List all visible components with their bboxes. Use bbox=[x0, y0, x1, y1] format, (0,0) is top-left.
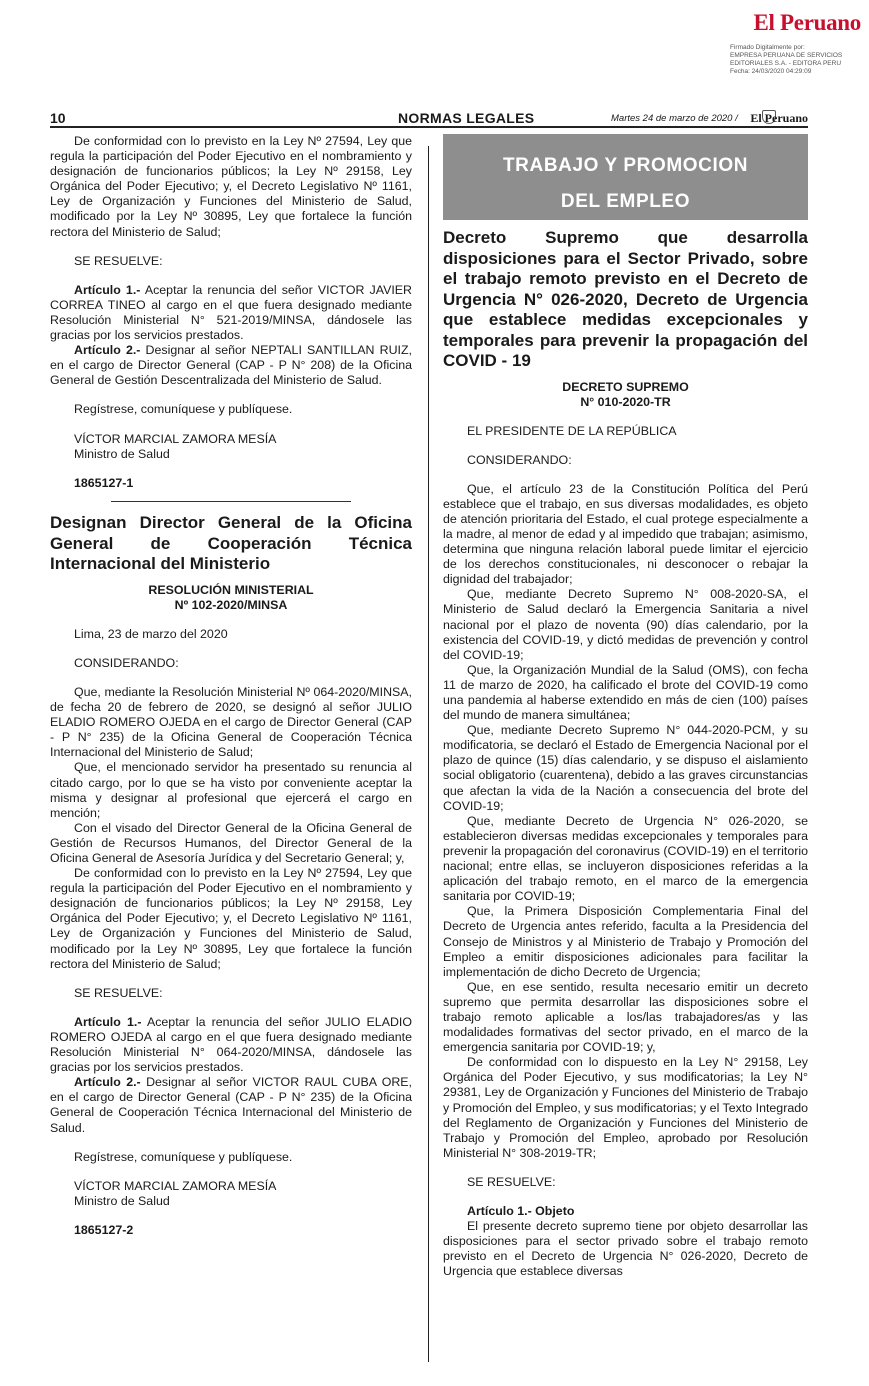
place-date: Lima, 23 de marzo del 2020 bbox=[74, 626, 228, 641]
signature-line: Firmado Digitalmente por: bbox=[730, 44, 805, 51]
right-column bbox=[443, 134, 808, 1279]
paragraph: Que, la Primera Disposición Complementaria Final del Decreto de Urgencia antes referido, faculta a la Presidencia del Consejo de Ministros y al Ministerio de Trabajo y Promoción del Empleo a emitir disposiciones adicionales para facilitar la implementación de dicho Decreto de Urgencia; bbox=[443, 904, 808, 979]
banner-line: TRABAJO Y PROMOCION bbox=[502, 155, 749, 176]
left-column bbox=[50, 134, 412, 1238]
considerando-heading: CONSIDERANDO: bbox=[467, 452, 572, 467]
issue-date: Martes 24 de marzo de 2020 / bbox=[611, 113, 738, 124]
paragraph: De conformidad con lo previsto en la Ley Nº 27594, Ley que regula la participación del Poder Ejecutivo en el nombramiento y designación de funcionarios públicos; la Ley Nº 29158, Ley Orgánica del Poder Ejecutivo; y, el Decreto Legislativo Nº 1161, Ley de Organización y Funciones del Ministerio de Salud, modificado por la Ley Nº 30895, Ley que fortalece la función rectora del Ministerio de Salud; bbox=[50, 866, 412, 971]
el-peruano-logo: El Peruano bbox=[753, 10, 861, 35]
digital-signature bbox=[730, 44, 860, 76]
norm-headline: Designan Director General de la Oficina General de Cooperación Técnica Internacional del Ministerio bbox=[50, 513, 412, 574]
separator-rule bbox=[111, 501, 351, 503]
signer-role: Ministro de Salud bbox=[74, 446, 170, 461]
considerando-heading: CONSIDERANDO: bbox=[74, 655, 179, 670]
paragraph: El presente decreto supremo tiene por objeto desarrollar las disposiciones para el sector privado sobre el trabajo remoto previsto en el Decreto de Urgencia N° 026-2020, Decreto de Urgencia que establece diversas bbox=[443, 1219, 808, 1279]
article-2 bbox=[50, 1075, 412, 1135]
paragraph: Con el visado del Director General de la Oficina General de Gestión de Recursos Humanos, del Director General de la Oficina General de Asesoría Jurídica y del Secretario General; y, bbox=[50, 820, 412, 865]
article-text: Aceptar la renuncia del señor VICTOR JAVIER CORREA TINEO al cargo en el que fuera designado mediante Resolución Ministerial N° 521-2019/MINSA, dándosele las gracias por los servicios prestados. bbox=[50, 282, 412, 343]
paragraph: Que, en ese sentido, resulta necesario emitir un decreto supremo que permita desarrollar las disposiciones sobre el trabajo remoto aplicable a los/las trabajadores/as y las modalidades formativas del sector privado, en el marco de la emergencia sanitaria por COVID-19; y, bbox=[443, 979, 808, 1055]
article-heading: Artículo 1.- Objeto bbox=[467, 1204, 575, 1218]
article-label: Artículo 1.- bbox=[74, 282, 141, 297]
signer-name: VÍCTOR MARCIAL ZAMORA MESÍA bbox=[74, 1178, 277, 1193]
resolve-heading: SE RESUELVE: bbox=[467, 1174, 556, 1189]
resolution-title: RESOLUCIÓN MINISTERIAL bbox=[148, 582, 314, 597]
closing-formula: Regístrese, comuníquese y publíquese. bbox=[74, 1149, 293, 1164]
article-label: Artículo 2.- bbox=[74, 343, 141, 358]
page-number: 10 bbox=[50, 110, 66, 126]
resolve-heading: SE RESUELVE: bbox=[74, 985, 163, 1000]
norm-code: 1865127-2 bbox=[74, 1222, 134, 1237]
norm-code: 1865127-1 bbox=[74, 475, 134, 490]
resolve-heading: SE RESUELVE: bbox=[74, 253, 163, 268]
signature-line: EDITORIALES S.A. - EDITORA PERU bbox=[730, 60, 842, 67]
section-title: NORMAS LEGALES bbox=[398, 110, 535, 126]
header-brand: El Peruano bbox=[750, 111, 808, 125]
decree-title: DECRETO SUPREMO bbox=[562, 379, 689, 394]
signature-line: EMPRESA PERUANA DE SERVICIOS bbox=[730, 52, 843, 59]
paragraph: Que, mediante la Resolución Ministerial Nº 064-2020/MINSA, de fecha 20 de febrero de 2020, se designó al señor JULIO ELADIO ROMERO OJEDA en el cargo de Director General (CAP - P N° 235) de la Oficina General de Cooperación Técnica Internacional del Ministerio de Salud; bbox=[50, 684, 412, 760]
president-heading: EL PRESIDENTE DE LA REPÚBLICA bbox=[467, 423, 677, 438]
resolution-number: Nº 102-2020/MINSA bbox=[174, 597, 288, 612]
article-text: Designar al señor VICTOR RAUL CUBA ORE, en el cargo de Director General (CAP - P N° 235) de la Oficina General de Cooperación Técnica Internacional del Ministerio de Salud. bbox=[50, 1075, 412, 1135]
paragraph: Que, el mencionado servidor ha presentado su renuncia al citado cargo, por lo que se ha visto por conveniente aceptar la misma y designar al profesional que ejercerá el cargo en mención; bbox=[50, 760, 412, 820]
norm-headline: Decreto Supremo que desarrolla disposiciones para el Sector Privado, sobre el trabajo remoto previsto en el Decreto de Urgencia N° 026-2020, Decreto de Urgencia que establece medidas excepcionales y temporales para prevenir la propagación del COVID - 19 bbox=[443, 228, 808, 370]
paragraph: Que, mediante Decreto de Urgencia N° 026-2020, se establecieron diversas medidas excepcionales y temporales para prevenir la propagación del coronavirus (COVID-19) en el territorio nacional; entre ellas, se incluyeron disposiciones referidas a la aplicación del trabajo remoto, en el marco de la emergencia sanitaria por COVID-19; bbox=[443, 813, 809, 904]
closing-formula: Regístrese, comuníquese y publíquese. bbox=[74, 402, 293, 417]
page-header bbox=[50, 110, 808, 128]
article-1 bbox=[50, 283, 412, 343]
paragraph: Que, el artículo 23 de la Constitución Política del Perú establece que el trabajo, en sus diversas modalidades, es objeto de atención prioritaria del Estado, el cual protege especialmente a la madre, al menor de edad y al impedido que trabajan; asimismo, determina que ninguna relación laboral puede limitar el ejercicio de los derechos constitucionales, ni desconocer o rebajar la dignidad del trabajador; bbox=[443, 481, 808, 587]
paragraph: De conformidad con lo previsto en la Ley Nº 27594, Ley que regula la participación del Poder Ejecutivo en el nombramiento y designación de funcionarios públicos; la Ley Nº 29158, Ley Orgánica del Poder Ejecutivo; y, el Decreto Legislativo Nº 1161, Ley de Organización y Funciones del Ministerio de Salud, modificado por la Ley Nº 30895, Ley que fortalece la función rectora del Ministerio de Salud; bbox=[50, 134, 412, 239]
signer-name: VÍCTOR MARCIAL ZAMORA MESÍA bbox=[74, 431, 277, 446]
article-text: Aceptar la renuncia del señor JULIO ELADIO ROMERO OJEDA al cargo en el que fuera designado mediante Resolución Ministerial N° 064-2020/MINSA, dándosele las gracias por los servicios prestados. bbox=[50, 1014, 412, 1075]
article-label: Artículo 1.- bbox=[74, 1014, 142, 1029]
signer-role: Ministro de Salud bbox=[74, 1193, 170, 1208]
article-label: Artículo 2.- bbox=[74, 1075, 141, 1090]
article-1 bbox=[50, 1015, 412, 1075]
column-divider bbox=[428, 146, 429, 1362]
signature-line: Fecha: 24/03/2020 04:29:09 bbox=[730, 68, 812, 75]
article-2 bbox=[50, 343, 412, 388]
sector-banner bbox=[443, 134, 808, 220]
decree-number: N° 010-2020-TR bbox=[580, 394, 671, 409]
paragraph: Que, mediante Decreto Supremo N° 008-2020-SA, el Ministerio de Salud declaró la Emergencia Sanitaria a nivel nacional por el plazo de noventa (90) días calendario, por la existencia del COVID-19, y dictó medidas de prevención y control del COVID-19; bbox=[443, 587, 808, 662]
paragraph: Que, mediante Decreto Supremo N° 044-2020-PCM, y su modificatoria, se declaró el Estado de Emergencia Nacional por el plazo de quince (15) días calendario, y se dispuso el aislamiento social obligatorio (cuarentena), debido a las graves circunstancias que afectan la vida de la Nación a consecuencia del brote del COVID-19; bbox=[443, 723, 808, 813]
article-text: Designar al señor NEPTALI SANTILLAN RUIZ, en el cargo de Director General (CAP - P N° 208) de la Oficina General de Gestión Descentralizada del Ministerio de Salud. bbox=[50, 343, 412, 388]
paragraph: De conformidad con lo dispuesto en la Ley N° 29158, Ley Orgánica del Poder Ejecutivo, y sus modificatorias; la Ley N° 29381, Ley de Organización y Funciones del Ministerio de Trabajo y Promoción del Empleo, y sus modificatorias; y el Texto Integrado del Reglamento de Organización y Funciones del Ministerio de Trabajo y Promoción del Empleo, aprobado por Resolución Ministerial N° 308-2019-TR; bbox=[443, 1055, 808, 1160]
banner-line: DEL EMPLEO bbox=[560, 191, 691, 212]
paragraph: Que, la Organización Mundial de la Salud (OMS), con fecha 11 de marzo de 2020, ha calificado el brote del COVID-19 como una pandemia al haberse extendido en más de cien (100) países del mundo de manera simultánea; bbox=[443, 662, 808, 723]
